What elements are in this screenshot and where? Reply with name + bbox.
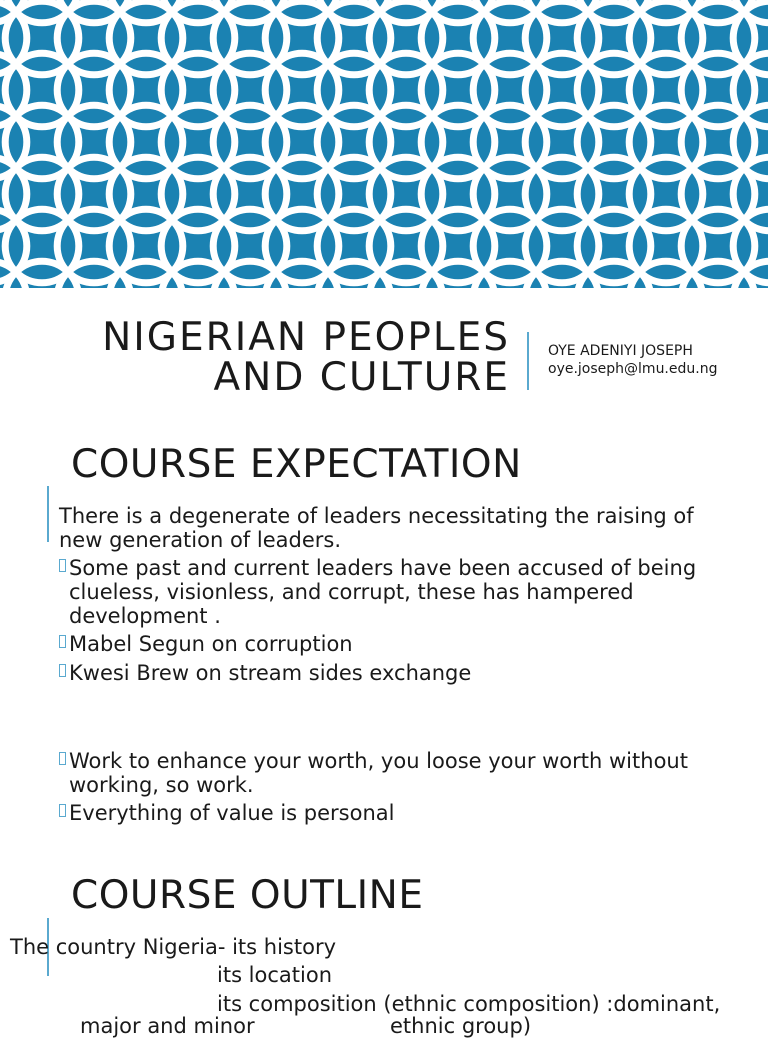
bullet-marker-icon bbox=[59, 752, 66, 765]
interlocking-circles-pattern bbox=[0, 0, 768, 288]
outline-line: its location bbox=[217, 963, 333, 987]
author-info bbox=[548, 342, 717, 378]
bullet-marker-icon bbox=[59, 635, 66, 648]
author-name: OYE ADENIYI JOSEPH bbox=[548, 343, 693, 359]
bullet-marker-icon bbox=[59, 804, 66, 817]
bullet-line: Some past and current leaders have been accused of being bbox=[69, 556, 697, 580]
bullet-line: development . bbox=[69, 604, 221, 628]
bullet-marker-icon bbox=[59, 559, 66, 572]
bullet-line: working, so work. bbox=[69, 773, 254, 797]
expectation-bullet bbox=[59, 632, 353, 656]
expectation-accent-bar bbox=[47, 486, 49, 542]
title-divider bbox=[527, 332, 529, 390]
course-outline-heading: COURSE OUTLINE bbox=[71, 873, 424, 918]
title-line-1: NIGERIAN PEOPLES bbox=[102, 315, 510, 360]
author-email: oye.joseph@lmu.edu.ng bbox=[548, 361, 718, 377]
expectation-bullet bbox=[59, 749, 688, 797]
presentation-title bbox=[0, 315, 510, 400]
bullet-line: Work to enhance your worth, you loose your worth without bbox=[69, 749, 688, 773]
outline-line: major and minor bbox=[80, 1014, 255, 1038]
outline-line: The country Nigeria- its history bbox=[10, 935, 337, 959]
course-expectation-heading: COURSE EXPECTATION bbox=[71, 442, 522, 487]
bullet-line: Mabel Segun on corruption bbox=[69, 632, 353, 656]
expectation-bullet bbox=[59, 801, 394, 825]
expectation-bullet bbox=[59, 556, 696, 628]
bullet-marker-icon bbox=[59, 664, 66, 677]
outline-line: its composition (ethnic composition) :dominant, bbox=[217, 992, 721, 1016]
bullet-line: Everything of value is personal bbox=[69, 801, 395, 825]
outline-line: ethnic group) bbox=[390, 1014, 532, 1038]
bullet-line: Kwesi Brew on stream sides exchange bbox=[69, 661, 472, 685]
intro-line-1: There is a degenerate of leaders necessitating the raising of bbox=[59, 504, 694, 528]
expectation-bullet bbox=[59, 661, 471, 685]
title-line-2: AND CULTURE bbox=[213, 355, 510, 400]
title-pattern-banner bbox=[0, 0, 768, 288]
bullet-line: clueless, visionless, and corrupt, these has hampered bbox=[69, 580, 634, 604]
intro-line-2: new generation of leaders. bbox=[59, 528, 342, 552]
